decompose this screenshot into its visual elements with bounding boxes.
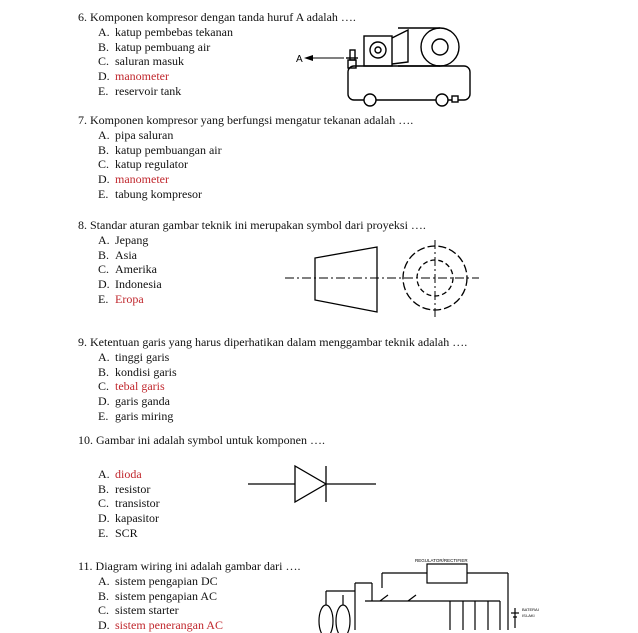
- diode-symbol: [248, 463, 378, 505]
- option-c: C. katup regulator: [98, 157, 188, 172]
- regulator-rectifier: [427, 564, 467, 583]
- question-9-stem: 9. Ketentuan garis yang harus diperhatikan dalam menggambar teknik adalah ….: [78, 335, 468, 349]
- option-e-answer: E. Eropa: [98, 291, 144, 306]
- option-e: E. tabung kompresor: [98, 186, 202, 201]
- option-b: B. katup pembuangan air: [98, 142, 222, 157]
- arrow-head: [304, 55, 313, 61]
- truncated-cone-view: [315, 247, 377, 312]
- question-11-stem: 11. Diagram wiring ini adalah gambar dari ….: [78, 559, 301, 573]
- motor-block: [364, 36, 392, 66]
- battery-label-1: BATERAI: [522, 607, 539, 612]
- option-b: B. katup pembuang air: [98, 39, 211, 54]
- option-c: C. transistor: [98, 496, 160, 511]
- battery-label-2: ISI-AKI: [522, 613, 535, 618]
- option-a: A. sistem pengapian DC: [98, 574, 218, 588]
- option-b: B. sistem pengapian AC: [98, 588, 217, 603]
- option-e: E. SCR: [98, 525, 138, 540]
- option-e: E. reservoir tank: [98, 83, 182, 98]
- option-a: A. katup pembebas tekanan: [98, 25, 233, 39]
- option-d-answer: D. manometer: [98, 69, 169, 84]
- wheel-left: [364, 94, 376, 106]
- wiring-diagram: [310, 553, 540, 630]
- option-b: B. Asia: [98, 247, 137, 262]
- option-d-answer: D. manometer: [98, 172, 169, 187]
- option-c: C. Amerika: [98, 262, 157, 277]
- option-a: A. pipa saluran: [98, 128, 174, 142]
- option-b: B. kondisi garis: [98, 364, 177, 379]
- option-a: A. Jepang: [98, 233, 149, 247]
- diode-triangle: [295, 466, 326, 502]
- option-d: D. garis ganda: [98, 394, 170, 409]
- option-c: C. sistem starter: [98, 603, 179, 618]
- option-e: E. garis miring: [98, 408, 174, 423]
- question-7-stem: 7. Komponen kompresor yang berfungsi mengatur tekanan adalah ….: [78, 113, 414, 127]
- lamp-2: [336, 605, 350, 633]
- lamp-1: [319, 605, 333, 633]
- option-c-answer: C. tebal garis: [98, 379, 165, 394]
- compressor-diagram: [280, 20, 480, 110]
- option-a-answer: A. dioda: [98, 467, 142, 481]
- option-b: B. resistor: [98, 481, 151, 496]
- question-9: [78, 335, 467, 424]
- question-7: [78, 113, 413, 202]
- wheel-right: [436, 94, 448, 106]
- option-d: D. kapasitor: [98, 511, 159, 526]
- question-8-stem: 8. Standar aturan gambar teknik ini merupakan symbol dari proyeksi ….: [78, 218, 426, 232]
- option-d-answer: D. sistem penerangan AC: [98, 618, 223, 633]
- compressor-label: A: [296, 54, 303, 65]
- projection-symbol: [285, 235, 480, 330]
- question-6-stem: 6. Komponen kompresor dengan tanda huruf A adalah ….: [78, 10, 356, 24]
- flywheel: [421, 28, 459, 66]
- question-10-stem: 10. Gambar ini adalah symbol untuk komponen ….: [78, 433, 325, 447]
- option-a: A. tinggi garis: [98, 350, 170, 364]
- option-c: C. saluran masuk: [98, 54, 184, 69]
- question-11: [78, 559, 301, 633]
- regulator-label: REGULATOR/RECTIFIER: [415, 558, 468, 563]
- option-d: D. Indonesia: [98, 277, 162, 292]
